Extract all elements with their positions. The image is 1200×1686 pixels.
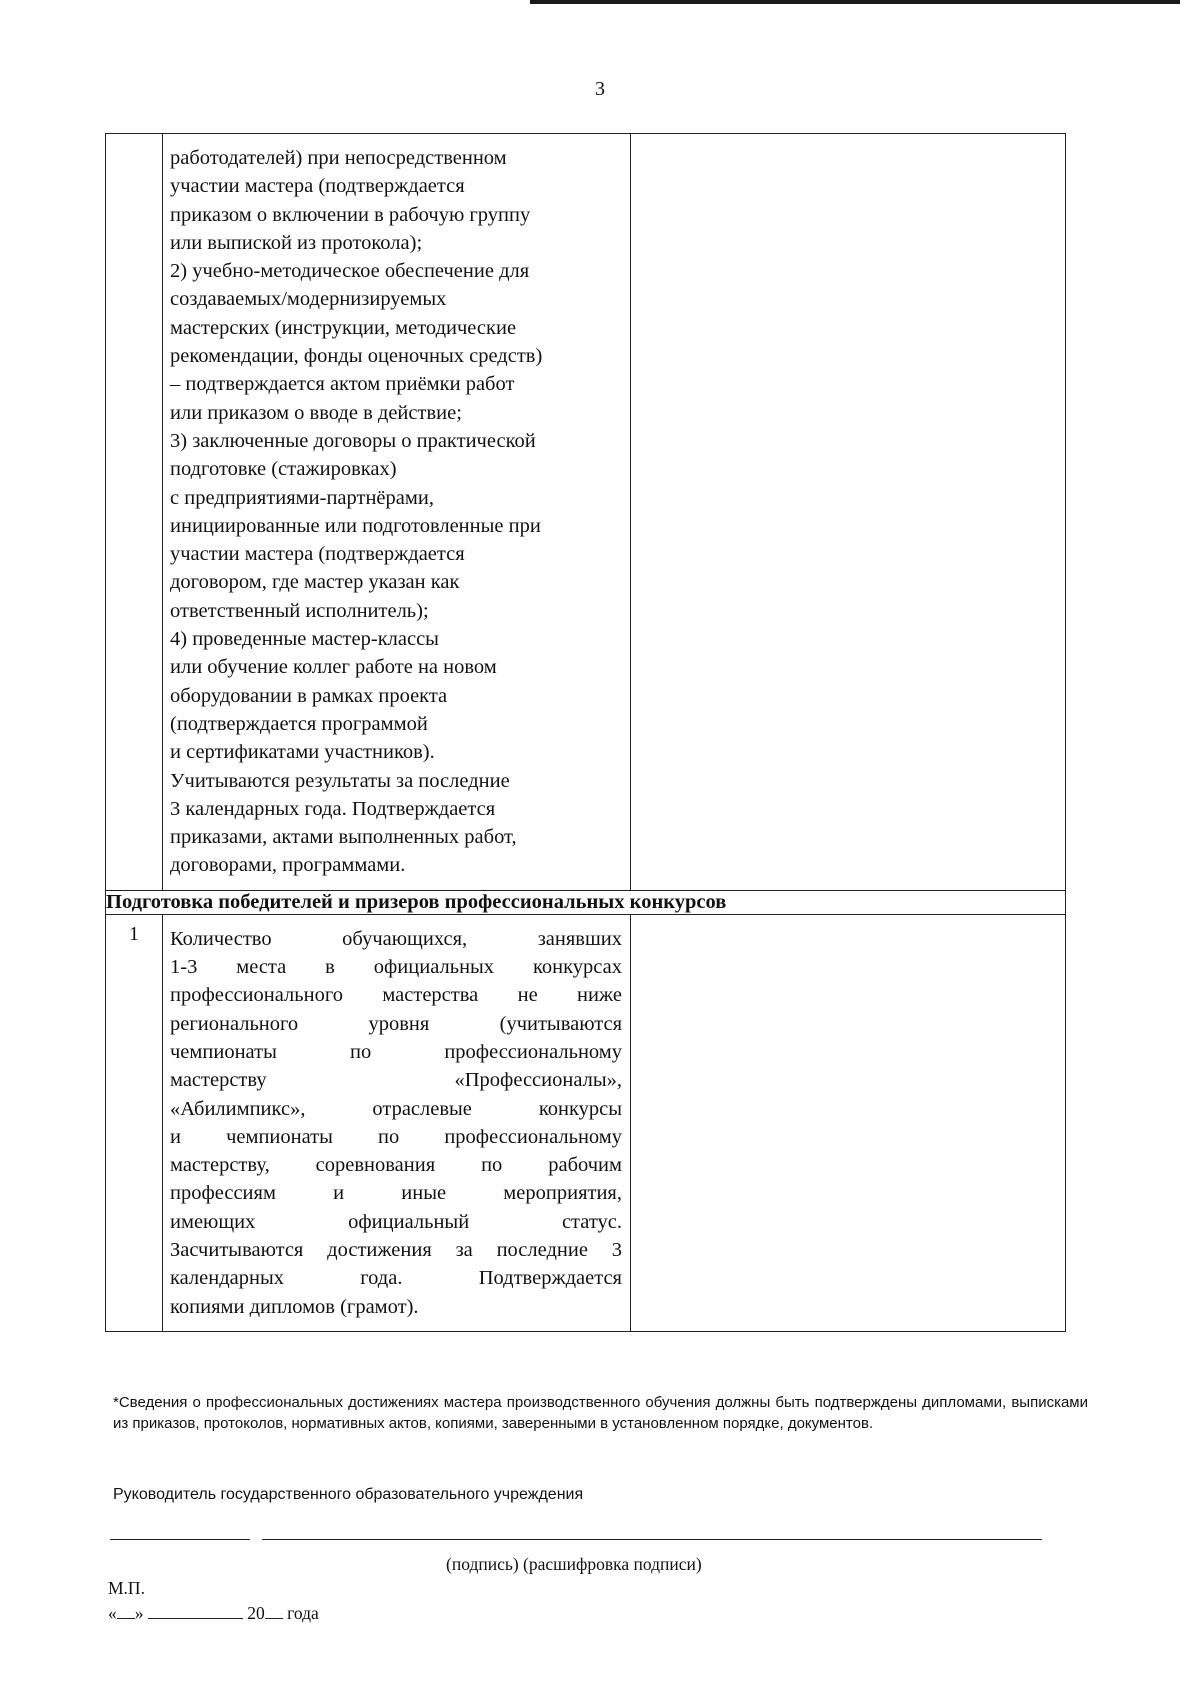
footnote: *Сведения о профессиональных достижениях мастера производственного обучения должны быть подтверждены дипломами, выписками из приказов, протоколов, нормативных актов, копиями, заверенными в установленном порядке, документов. [113, 1394, 1088, 1432]
criteria-text [170, 925, 622, 1321]
text-line: участии мастера (подтверждается [170, 543, 465, 566]
text-line: 1-3 места в официальных конкурсах [170, 956, 622, 979]
top-edge-rule [530, 0, 1180, 4]
text-line: мастерству, соревнования по рабочим [170, 1154, 622, 1177]
text-line: профессионального мастерства не ниже [170, 984, 622, 1007]
year-prefix: 20 [247, 1603, 265, 1623]
text-line: договором, где мастер указан как [170, 571, 460, 594]
text-line: Учитываются результаты за последние [170, 769, 510, 792]
section-heading: Подготовка победителей и призеров профессиональных конкурсов [106, 890, 1066, 914]
text-line: приказом о включении в рабочую группу [170, 203, 531, 226]
text-line: или выпиской из протокола); [170, 231, 423, 254]
number-cell [106, 134, 163, 891]
text-line: подготовке (стажировках) [170, 458, 397, 481]
text-line: и сертификатами участников). [170, 741, 435, 764]
signature-caption: (подпись) (расшифровка подписи) [446, 1554, 702, 1574]
section-heading-row [106, 890, 1066, 914]
signature-line [110, 1539, 250, 1540]
text-line: с предприятиями-партнёрами, [170, 486, 434, 509]
text-line: – подтверждается актом приёмки работ [170, 373, 515, 396]
text-line: ответственный исполнитель); [170, 599, 429, 622]
value-cell [631, 134, 1066, 891]
text-line: договорами, программами. [170, 854, 406, 877]
text-line: 3) заключенные договоры о практической [170, 429, 536, 452]
year-blank [265, 1618, 283, 1619]
text-line: и чемпионаты по профессиональному [170, 1125, 622, 1148]
text-line: создаваемых/модернизируемых [170, 288, 447, 311]
row-number: 1 [106, 914, 163, 1331]
table-row-continuation [106, 134, 1066, 891]
month-blank [148, 1618, 243, 1619]
date-open-quote: « [108, 1603, 117, 1623]
table-row-1 [106, 914, 1066, 1331]
text-line: календарных года. Подтверждается [170, 1267, 622, 1290]
criteria-text-cell [163, 914, 631, 1331]
signature-decoding-line [262, 1539, 1042, 1540]
day-blank [117, 1618, 135, 1619]
text-line: «Абилимпикс», отраслевые конкурсы [170, 1097, 622, 1120]
text-line: профессиям и иные мероприятия, [170, 1182, 622, 1205]
text-line: или приказом о вводе в действие; [170, 401, 462, 424]
text-line: участии мастера (подтверждается [170, 175, 465, 198]
criteria-text-cell [163, 134, 631, 891]
text-line: мастерству «Профессионалы», [170, 1069, 622, 1092]
date-close-quote: » [134, 1603, 144, 1623]
head-label: Руководитель государственного образовательного учреждения [113, 1486, 584, 1503]
text-line: 3 календарных года. Подтверждается [170, 797, 496, 820]
text-line: инициированные или подготовленные при [170, 514, 541, 537]
text-line: Количество обучающихся, занявших [170, 927, 622, 950]
text-line: оборудовании в рамках проекта [170, 684, 448, 707]
text-line: копиями дипломов (грамот). [170, 1295, 419, 1318]
text-line: мастерских (инструкции, методические [170, 316, 517, 339]
text-line: регионального уровня (учитываются [170, 1012, 622, 1035]
text-line: чемпионаты по профессиональному [170, 1040, 622, 1063]
page-number: 3 [595, 78, 605, 100]
criteria-table [105, 133, 1066, 1332]
text-line: 2) учебно-методическое обеспечение для [170, 260, 530, 283]
value-cell [631, 914, 1066, 1331]
stamp-label: М.П. [108, 1578, 145, 1598]
text-line: работодателей) при непосредственном [170, 147, 507, 169]
criteria-text [170, 144, 622, 880]
text-line: (подтверждается программой [170, 712, 428, 735]
text-line: 4) проведенные мастер-классы [170, 628, 439, 651]
date-line [108, 1603, 319, 1624]
text-line: Засчитываются достижения за последние 3 [170, 1238, 622, 1261]
text-line: или обучение коллег работе на новом [170, 656, 497, 679]
text-line: приказами, актами выполненных работ, [170, 826, 517, 849]
text-line: имеющих официальный статус. [170, 1210, 622, 1233]
year-suffix: года [287, 1603, 319, 1623]
text-line: рекомендации, фонды оценочных средств) [170, 345, 543, 368]
